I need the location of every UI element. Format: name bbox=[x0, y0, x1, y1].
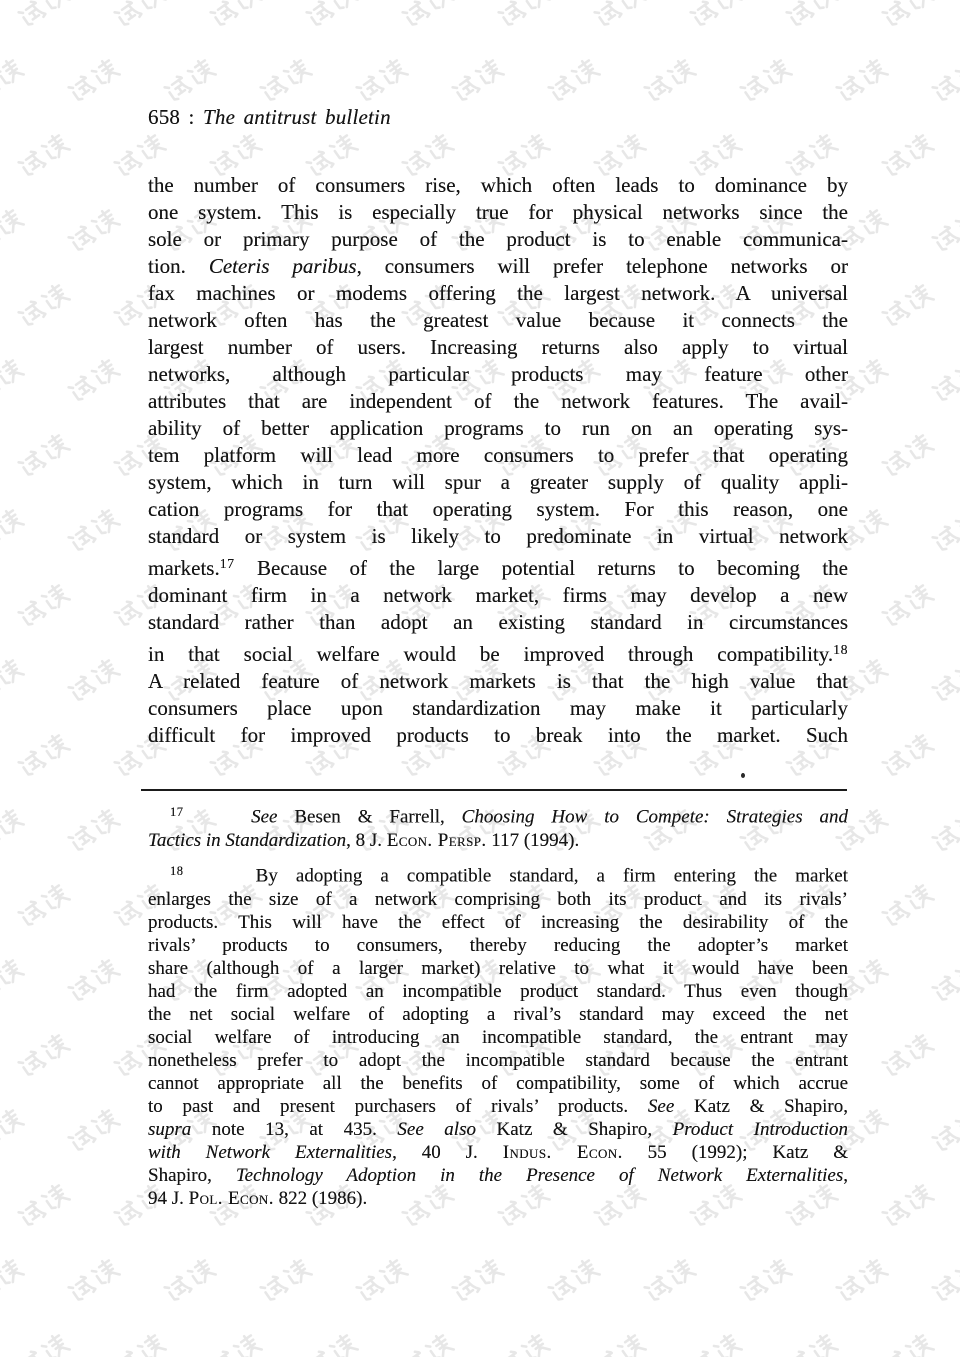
text-line: consumers place upon standardization may make it particularly bbox=[148, 696, 848, 721]
italic-run: Product Introduction bbox=[672, 1118, 848, 1140]
text-line: 94 J. Pol. Econ. 822 (1986). bbox=[148, 1187, 368, 1209]
text-line: social welfare of introducing an incompatible standard, the entrant may bbox=[148, 1026, 848, 1048]
text-line: A related feature of network markets is that the high value that bbox=[148, 669, 848, 694]
text-line: in that social welfare would be improved through compatibility.$^{18}$ bbox=[148, 642, 848, 667]
text-line: standard rather than adopt an existing standard in circumstances bbox=[148, 610, 848, 635]
text-line: one system. This is especially true for physical networks since the bbox=[148, 200, 848, 224]
text-line: Tactics in Standardization, 8 J. Econ. Persp. 117 (1994). bbox=[148, 829, 580, 851]
italic-run: Tactics in Standardization bbox=[148, 829, 347, 851]
text-line: share (although of a larger market) relative to what it would have been bbox=[148, 957, 848, 979]
text-line: enlarges the size of a network comprising both its product and its rivals’ bbox=[148, 888, 848, 910]
italic-run: Ceteris paribus bbox=[208, 254, 357, 278]
italic-run: with Network Externalities bbox=[148, 1141, 393, 1163]
italic-run: The antitrust bulletin bbox=[203, 105, 391, 129]
text-line: with Network Externalities, 40 J. Indus. Econ. 55 (1992); Katz & bbox=[148, 1141, 849, 1163]
italic-run: See also bbox=[397, 1118, 476, 1140]
text-line: nonetheless prefer to adopt the incompatible standard because the entrant bbox=[148, 1049, 848, 1071]
footnote-marker: 18 bbox=[833, 642, 848, 658]
text-line: markets.$^{17}$ Because of the large potential returns to becoming the bbox=[148, 556, 848, 581]
running-head: 658 : The antitrust bulletin bbox=[148, 105, 391, 129]
text-line: to past and present purchasers of rivals’ products. See Katz & Shapiro, bbox=[148, 1095, 848, 1117]
text-line: supra note 13, at 435. See also Katz & Shapiro, Product Introduction bbox=[148, 1118, 848, 1140]
footnote-17 bbox=[148, 801, 848, 852]
text-line: difficult for improved products to break into the market. Such bbox=[148, 723, 848, 748]
text-line: standard or system is likely to predominate in virtual network bbox=[148, 524, 848, 548]
smallcaps-run: Econ. Persp. bbox=[386, 829, 487, 851]
text-line: the net social welfare of adopting a rival’s standard may exceed the net bbox=[148, 1003, 848, 1025]
italic-run: See bbox=[251, 806, 278, 828]
text-line: ability of better application programs to run on an operating sys- bbox=[148, 416, 848, 440]
text-line: sole or primary purpose of the product is to enable communica- bbox=[148, 227, 848, 251]
text-line: had the firm adopted an incompatible product standard. Thus even though bbox=[148, 980, 848, 1002]
footnote-marker: 17 bbox=[219, 556, 235, 571]
text-line: fax machines or modems offering the largest network. A universal bbox=[148, 281, 848, 305]
smallcaps-run: Indus. Econ. bbox=[502, 1141, 623, 1163]
italic-run: Choosing How to Compete: Strategies and bbox=[461, 806, 849, 828]
italic-run: See bbox=[647, 1095, 675, 1117]
footnote-marker: 17 bbox=[170, 805, 184, 819]
smallcaps-run: Pol. Econ. bbox=[188, 1187, 274, 1209]
text-line: $^{17}$ See Besen & Farrell, Choosing How to Compete: Strategies and bbox=[170, 805, 849, 828]
stray-ink-dot bbox=[741, 773, 745, 778]
text-line: network often has the greatest value because it connects the bbox=[148, 308, 848, 332]
text-line: the number of consumers rise, which often leads to dominance by bbox=[148, 173, 848, 197]
text-line: largest number of users. Increasing returns also apply to virtual bbox=[148, 335, 848, 359]
text-line: $^{18}$ By adopting a compatible standard, a firm entering the market bbox=[170, 864, 848, 887]
body-paragraph bbox=[148, 172, 848, 749]
italic-run: Technology Adoption in the Presence of Network Externalities bbox=[235, 1164, 844, 1186]
text-line: dominant firm in a network market, firms may develop a new bbox=[148, 583, 848, 608]
text-line: tion. Ceteris paribus, consumers will prefer telephone networks or bbox=[148, 254, 848, 278]
text-line: tem platform will lead more consumers to prefer that operating bbox=[148, 443, 848, 467]
text-line: attributes that are independent of the network features. The avail- bbox=[148, 389, 848, 413]
text-line: cation programs for that operating system. For this reason, one bbox=[148, 497, 848, 521]
italic-run: supra bbox=[148, 1118, 192, 1140]
footnote-18 bbox=[148, 860, 848, 1210]
text-line: networks, although particular products may feature other bbox=[148, 362, 848, 386]
text-line: system, which in turn will spur a greater supply of quality appli- bbox=[148, 470, 848, 494]
text-line: rivals’ products to consumers, thereby reducing the adopter’s market bbox=[148, 934, 848, 956]
text-line: cannot appropriate all the benefits of compatibility, some of which accrue bbox=[148, 1072, 848, 1094]
footnote-separator-rule bbox=[141, 789, 847, 791]
footnote-marker: 18 bbox=[170, 864, 184, 878]
text-line: products. This will have the effect of increasing the desirability of the bbox=[148, 911, 848, 933]
text-line: Shapiro, Technology Adoption in the Presence of Network Externalities, bbox=[148, 1164, 848, 1186]
